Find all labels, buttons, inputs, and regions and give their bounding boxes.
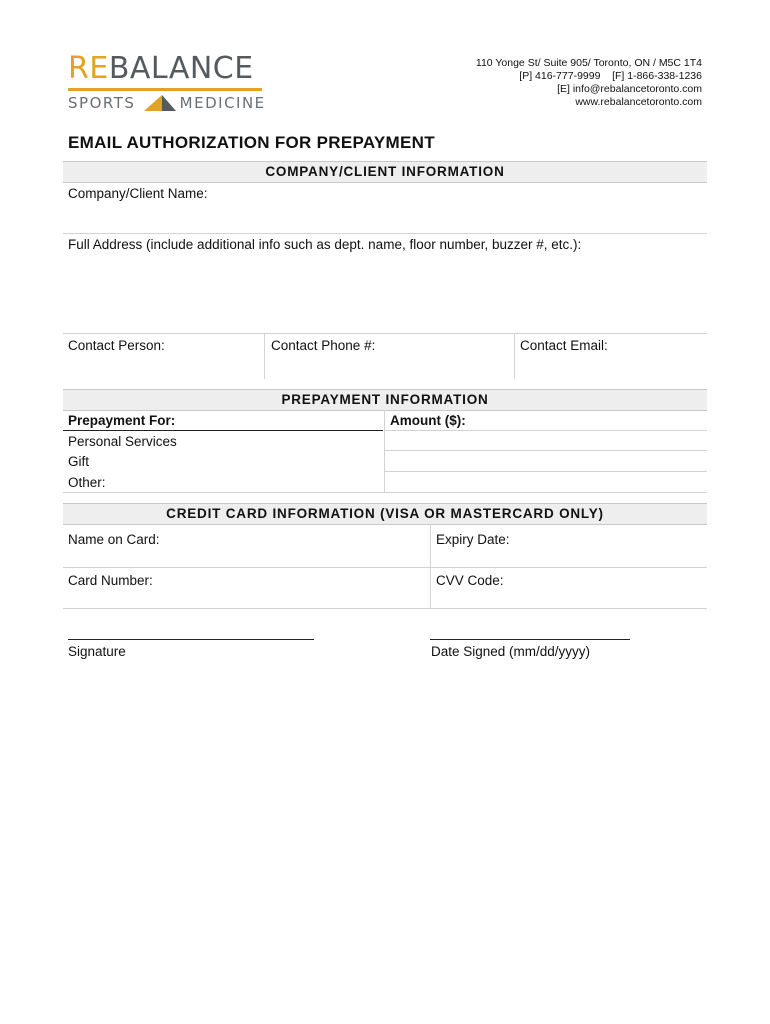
email-line: [E] info@rebalancetoronto.com	[557, 83, 702, 95]
page-title: EMAIL AUTHORIZATION FOR PREPAYMENT	[68, 133, 435, 152]
signature-label: Signature	[68, 644, 126, 659]
card-column-divider	[430, 524, 431, 608]
website-line: www.rebalancetoronto.com	[575, 96, 702, 108]
logo-wordmark: REBALANCE	[68, 51, 254, 86]
prepayment-section-heading: PREPAYMENT INFORMATION	[63, 389, 707, 411]
contact-divider	[514, 333, 515, 379]
logo-triangle-icon	[142, 94, 178, 112]
logo-subtitle: SPORTS MEDICINE	[68, 94, 266, 112]
contact-email-label: Contact Email:	[520, 338, 608, 353]
amount-personal-services-field[interactable]	[385, 450, 707, 451]
contact-person-label: Contact Person:	[68, 338, 165, 353]
amount-gift-field[interactable]	[385, 471, 707, 472]
date-signed-label: Date Signed (mm/dd/yyyy)	[431, 644, 591, 659]
card-number-field[interactable]	[63, 608, 707, 609]
prepayment-for-underline	[63, 430, 383, 431]
amount-label: Amount ($):	[390, 413, 466, 428]
company-section-heading: COMPANY/CLIENT INFORMATION	[63, 161, 707, 183]
cvv-code-label: CVV Code:	[436, 573, 504, 588]
full-address-field[interactable]	[63, 333, 707, 334]
card-section-heading: CREDIT CARD INFORMATION (VISA OR MASTERCARD ONLY)	[63, 503, 707, 525]
company-logo	[68, 52, 268, 114]
prepayment-column-divider	[384, 410, 385, 492]
full-address-label: Full Address (include additional info such as dept. name, floor number, buzzer #, etc.):	[68, 237, 582, 252]
prepayment-row-gift: Gift	[68, 454, 90, 469]
amount-other-field[interactable]	[63, 492, 707, 493]
contact-divider	[264, 333, 265, 379]
company-name-field[interactable]	[63, 233, 707, 234]
phone-fax-line: [P] 416-777-9999 [F] 1-866-338-1236	[519, 70, 702, 82]
address-line: 110 Yonge St/ Suite 905/ Toronto, ON / M5C 1T4	[475, 57, 702, 69]
prepayment-for-label: Prepayment For:	[68, 413, 176, 428]
name-on-card-field[interactable]	[63, 567, 707, 568]
contact-address-block	[476, 57, 702, 109]
contact-phone-label: Contact Phone #:	[271, 338, 376, 353]
name-on-card-label: Name on Card:	[68, 532, 160, 547]
company-name-label: Company/Client Name:	[68, 186, 208, 201]
signature-line[interactable]	[68, 639, 314, 640]
prepayment-row-personal-services: Personal Services	[68, 434, 177, 449]
card-number-label: Card Number:	[68, 573, 153, 588]
prepayment-row-other: Other:	[68, 475, 106, 490]
table-divider	[385, 430, 707, 431]
logo-accent-bar	[68, 88, 262, 91]
expiry-date-label: Expiry Date:	[436, 532, 510, 547]
date-signed-line[interactable]	[430, 639, 630, 640]
